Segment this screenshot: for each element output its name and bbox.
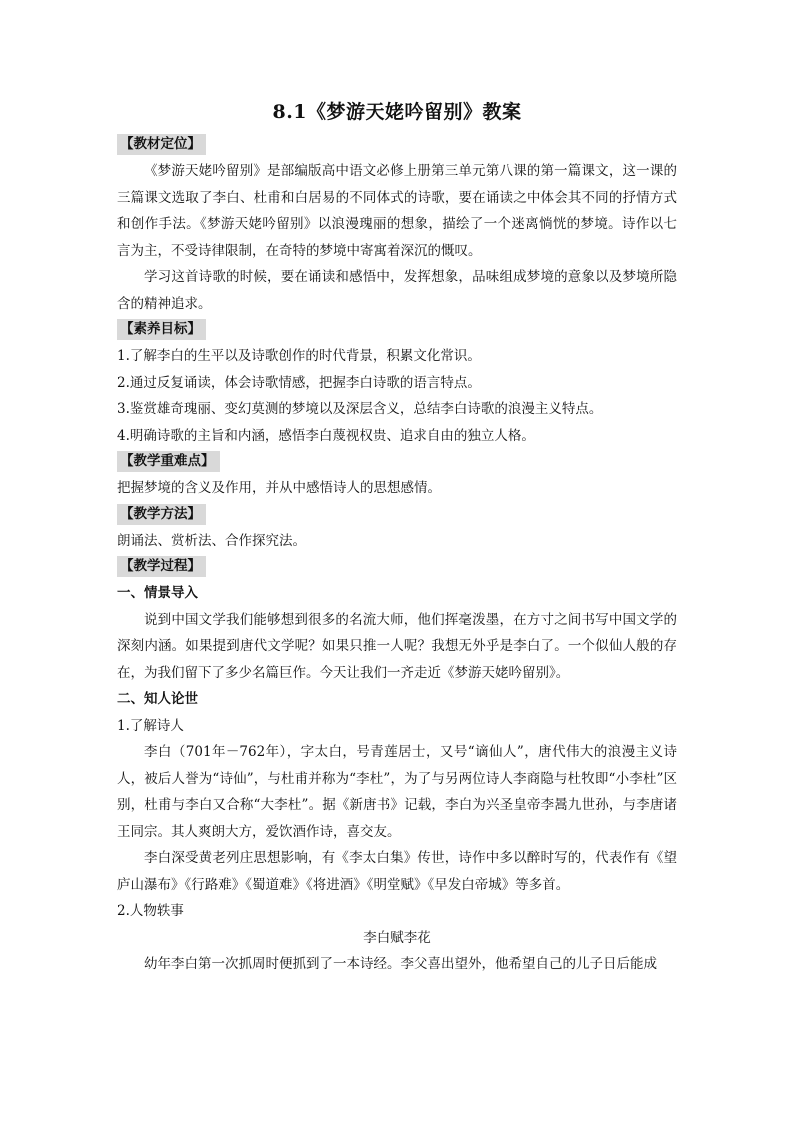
section-goals xyxy=(117,317,677,449)
section-key-points xyxy=(117,449,677,502)
list-item: 3.鉴赏雄奇瑰丽、变幻莫测的梦境以及深层含义，总结李白诗歌的浪漫主义特点。 xyxy=(117,401,603,417)
paragraph: 李白（701年－762年），字太白，号青莲居士，又号“谪仙人”，唐代伟大的浪漫主义诗人，被后人誉为“诗仙”，与杜甫并称为“李杜”，为了与另两位诗人李商隐与杜牧即“小李杜”区别，杜甫与李白又合称“大李杜”。据《新唐书》记载，李白为兴圣皇帝李暠九世孙，与李唐诸王同宗。其人爽朗大方，爱饮酒作诗，喜交友。 xyxy=(117,744,677,840)
paragraph: 说到中国文学我们能够想到很多的名流大师，他们挥毫泼墨，在方寸之间书写中国文学的深刻内涵。如果提到唐代文学呢？如果只推一人呢？我想无外乎是李白了。一个似仙人般的存在，为我们留下了多少名篇巨作。今天让我们一齐走近《梦游天姥吟留别》。 xyxy=(117,611,677,681)
paragraph: 李白深受黄老列庄思想影响，有《李太白集》传世，诗作中多以醉时写的，代表作有《望庐山瀑布》《行路难》《蜀道难》《将进酒》《明堂赋》《早发白帝城》等多首。 xyxy=(117,850,677,893)
section-material xyxy=(117,132,677,317)
section-heading-goals: 【素养目标】 xyxy=(117,319,206,340)
section-heading-process: 【教学过程】 xyxy=(117,556,206,577)
list-item: 2.人物轶事 xyxy=(117,903,184,919)
list-item: 2.通过反复诵读，体会诗歌情感，把握李白诗歌的语言特点。 xyxy=(117,374,481,391)
section-methods xyxy=(117,502,677,555)
list-item: 1.了解诗人 xyxy=(117,717,184,734)
section-heading-material: 【教材定位】 xyxy=(117,134,206,155)
paragraph: 把握梦境的含义及作用，并从中感悟诗人的思想感情。 xyxy=(117,480,441,496)
section-heading-key-points: 【教学重难点】 xyxy=(117,451,220,472)
paragraph: 朗诵法、赏析法、合作探究法。 xyxy=(117,532,306,549)
paragraph: 学习这首诗歌的时候，要在诵读和感悟中，发挥想象，品味组成梦境的意象以及梦境所隐含的精神追求。 xyxy=(117,269,677,312)
paragraph: 幼年李白第一次抓周时便抓到了一本诗经。李父喜出望外，他希望自己的儿子日后能成 xyxy=(144,956,657,972)
subheading-author: 二、知人论世 xyxy=(117,691,198,707)
list-item: 4.明确诗歌的主旨和内涵，感悟李白蔑视权贵、追求自由的独立人格。 xyxy=(117,427,535,444)
story-title: 李白赋李花 xyxy=(363,929,431,946)
section-process xyxy=(117,554,677,978)
document-page xyxy=(117,96,677,978)
paragraph: 《梦游天姥吟留别》是部编版高中语文必修上册第三单元第八课的第一篇课文，这一课的三篇课文选取了李白、杜甫和白居易的不同体式的诗歌，要在诵读之中体会其不同的抒情方式和创作手法。《梦游天姥吟留别》以浪漫瑰丽的想象，描绘了一个迷离惝恍的梦境。诗作以七言为主，不受诗律限制，在奇特的梦境中寄寓着深沉的慨叹。 xyxy=(117,163,677,259)
list-item: 1.了解李白的生平以及诗歌创作的时代背景，积累文化常识。 xyxy=(117,348,481,364)
section-heading-methods: 【教学方法】 xyxy=(117,504,206,525)
page-title: 8.1《梦游天姥吟留别》教案 xyxy=(272,101,522,123)
subheading-intro: 一、情景导入 xyxy=(117,585,198,601)
